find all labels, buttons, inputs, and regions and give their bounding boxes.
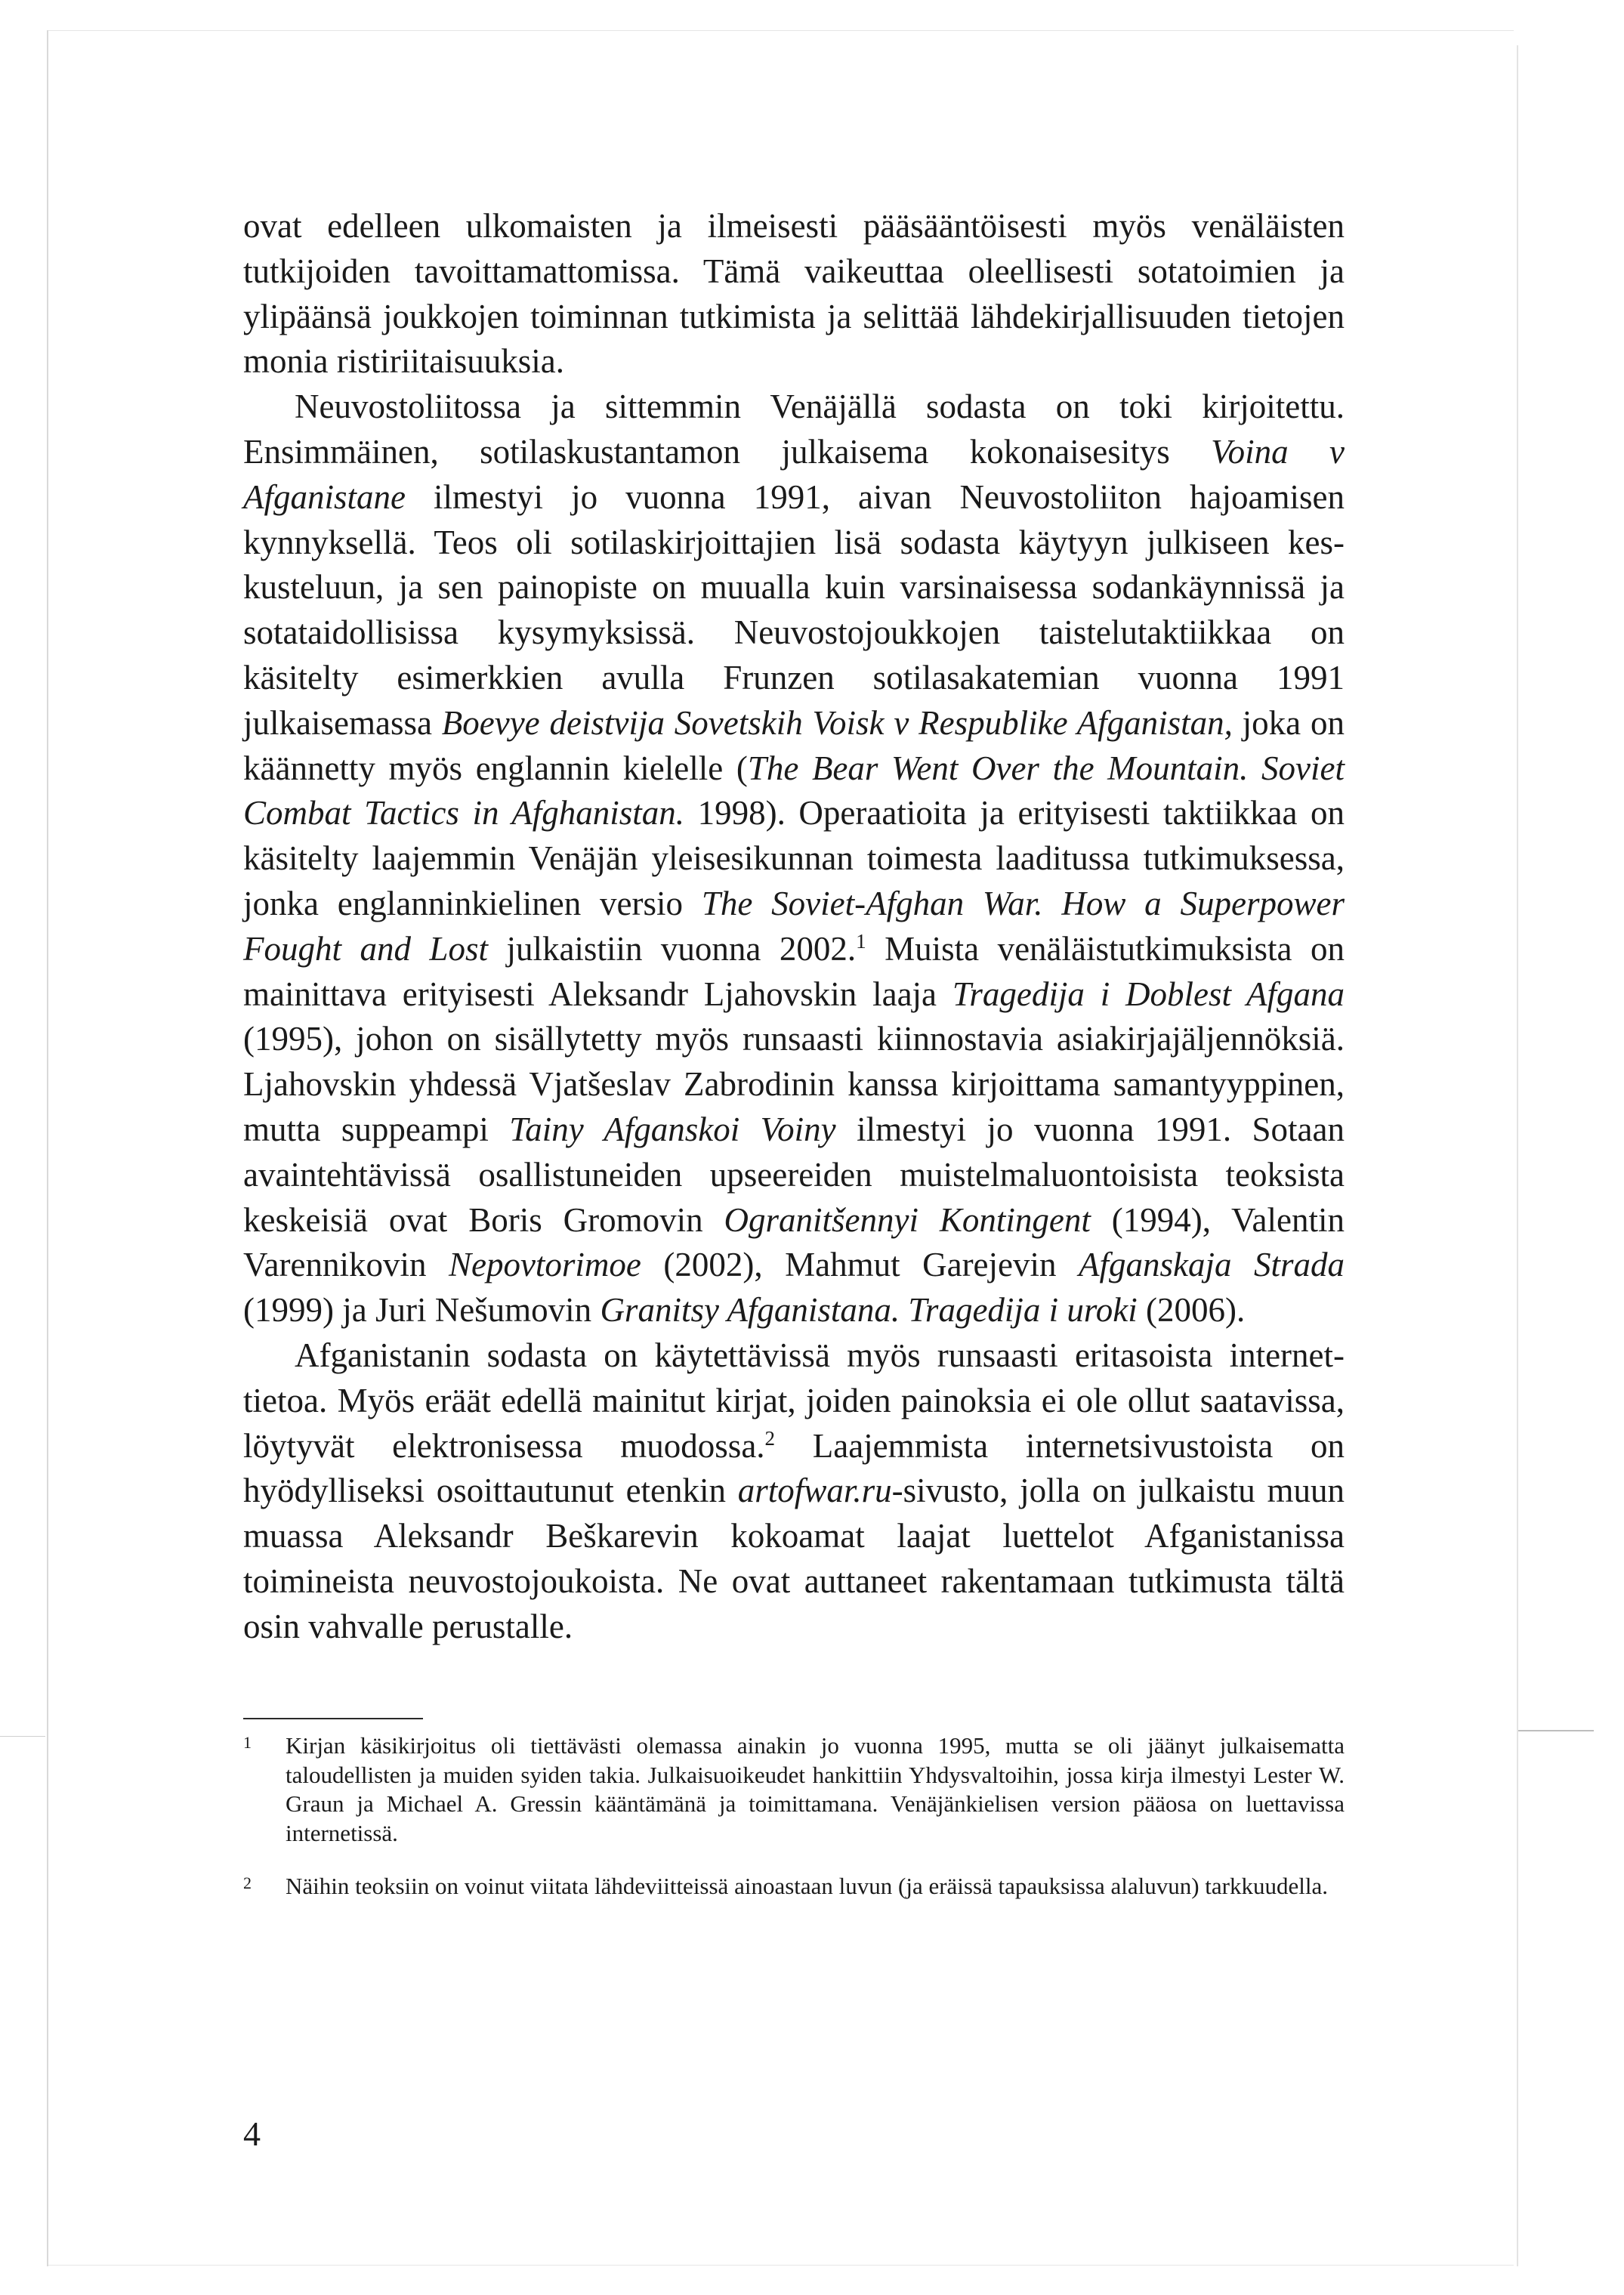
scan-edge-left — [47, 30, 48, 2266]
italic-title: artofwar.ru — [737, 1472, 892, 1510]
scan-edge-right — [1517, 45, 1518, 2266]
margin-mark-left — [0, 1736, 45, 1737]
footnote-separator — [243, 1718, 423, 1719]
text-run: julkaistiin vuonna 2002. — [487, 929, 857, 968]
footnote-number: 1 — [243, 1733, 252, 1752]
italic-title: Boevye deistvija Sovetskih Voisk v Respublike Afganistan, — [441, 703, 1233, 742]
text-run: Laajemmista internetsivustoista on hyödylliseksi osoittautunut etenkin — [243, 1426, 1345, 1510]
italic-title: The Bear Went Over the Mountain. Soviet Combat Tactics in Afghanistan. — [243, 749, 1345, 832]
text-run: joka on käännetty myös englannin kielelle ( — [243, 703, 1345, 787]
text-run: (2002), Mahmut Garejevin — [641, 1246, 1079, 1284]
page-number: 4 — [243, 2114, 261, 2153]
text-run: (2006). — [1137, 1291, 1246, 1330]
footnote-reference: 1 — [856, 929, 866, 953]
footnote — [243, 1872, 1345, 1901]
footnote-number: 2 — [243, 1873, 252, 1892]
paragraph — [243, 1333, 1345, 1650]
text-run: 1998). Operaatioita ja erityisesti taktiikkaa on käsitelty laajemmin Venäjän yleisesikunnan toimesta laaditussa tutkimuksessa, jonka englanninkielinen versio — [243, 794, 1345, 922]
italic-title: Nepovtorimoe — [448, 1246, 641, 1284]
text-run: (1999) ja Juri Nešumovin — [243, 1291, 601, 1330]
scan-edge-bottom — [48, 2265, 1514, 2266]
scan-edge-top — [48, 30, 1514, 31]
text-run: -sivusto, jolla on julkaistu muun muassa Aleksandr Beškarevin kokoamat laajat luettelot Afganistanissa toimineista neuvostojoukoista. Ne ovat auttaneet rakentamaan tutkimusta tältä osin vahvalle perustalle. — [243, 1472, 1345, 1645]
footnote-text: Näihin teoksiin on voinut viitata lähdeviitteissä ainoastaan luvun (ja eräissä tapauksissa alaluvun) tarkkuudella. — [286, 1873, 1328, 1899]
italic-title: Voina v Afganistane — [243, 432, 1345, 516]
text-run: (1994), Valentin Varennikovin — [243, 1200, 1345, 1284]
footnote-reference: 2 — [764, 1426, 776, 1450]
italic-title: Tragedija i Doblest Afgana — [952, 975, 1345, 1013]
text-run: Neuvostoliitossa ja sittemmin Venäjällä sodasta on toki kirjoitettu. Ensimmäinen, sotilaskustantamon julkaisema kokonaisesitys — [243, 388, 1345, 471]
italic-title: Ogranitšennyi Kontingent — [724, 1200, 1091, 1239]
text-run: Afganistanin sodasta on käytettävissä myös runsaasti eritasoista internet-tietoa. Myös eräät edellä mainitut kirjat, joiden painoksia ei ole ollut saatavissa, löytyvät elektronisessa muodossa. — [243, 1336, 1345, 1465]
text-run: ilmestyi jo vuonna 1991. Sotaan avaintehtävissä osallistuneiden upseereiden muistelmaluontoisista teoksista keskeisiä ovat Boris Gromovin — [243, 1110, 1345, 1239]
margin-mark-right — [1518, 1730, 1594, 1731]
body-text — [243, 204, 1345, 1650]
text-run: ovat edelleen ulkomaisten ja ilmeisesti pääsääntöisesti myös venäläisten tutkijoiden tavoittamattomissa. Tämä vaikeuttaa oleellisesti sotatoimien ja ylipäänsä joukkojen toiminnan tutkimista ja selittää lähdekirjallisuuden tietojen monia ristiriitaisuuksia. — [243, 207, 1345, 381]
italic-title: Afganskaja Strada — [1079, 1246, 1345, 1284]
footnote — [243, 1731, 1345, 1848]
footnotes — [243, 1731, 1345, 1926]
italic-title: Granitsy Afganistana. Tragedija i uroki — [600, 1291, 1138, 1330]
text-run: ilmestyi jo vuonna 1991, aivan Neuvostoliiton hajoamisen kynnyksellä. Teos oli sotilaskirjoittajien lisä sodasta käytyyn julkiseen keskusteluun, ja sen painopiste on muualla kuin varsinaisessa sodankäynnissä ja sotataidollisissa kysymyksissä. Neuvostojoukkojen taistelutaktiikkaa on käsitelty esimerkkien avulla Frunzen sotilasakatemian vuonna 1991 julkaisemassa — [243, 477, 1345, 742]
italic-title: The Soviet-Afghan War. How a Superpower Fought and Lost — [243, 884, 1345, 968]
text-run: Muista venäläistutkimuksista on mainittava erityisesti Aleksandr Ljahovskin laaja — [243, 929, 1345, 1013]
paragraph — [243, 385, 1345, 1333]
text-run: (1995), johon on sisällytetty myös runsaasti kiinnostavia asiakirjajäljennöksiä. Ljahovskin yhdessä Vjatšeslav Zabrodinin kanssa kirjoittama samantyyppinen, mutta suppeampi — [243, 1020, 1345, 1148]
paragraph — [243, 204, 1345, 385]
footnote-text: Kirjan käsikirjoitus oli tiettävästi olemassa ainakin jo vuonna 1995, mutta se oli jäänyt julkaisematta taloudellisten ja muiden syiden takia. Julkaisuoikeudet hankittiin Yhdysvaltoihin, jossa kirja ilmestyi Lester W. Graun ja Michael A. Gressin kääntämänä ja toimittamana. Venäjänkielisen version pääosa on luettavissa internetissä. — [286, 1732, 1345, 1846]
italic-title: Tainy Afganskoi Voiny — [509, 1110, 836, 1148]
